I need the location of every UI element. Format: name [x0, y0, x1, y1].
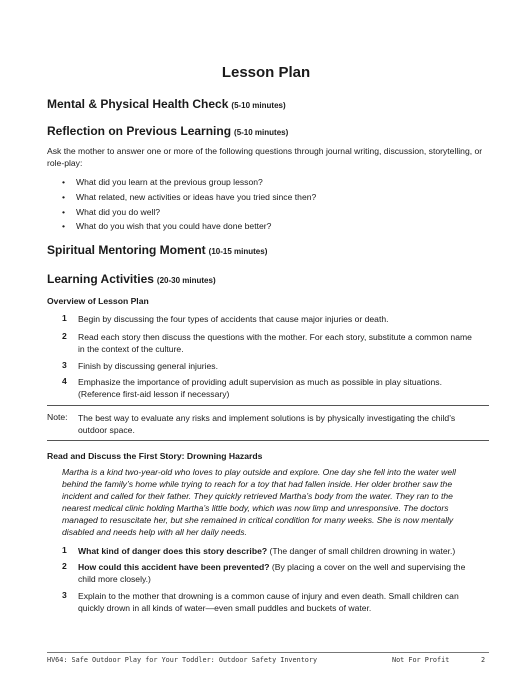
overview-item-text: Begin by discussing the four types of accidents that cause major injuries or death. [78, 314, 389, 324]
answer-text: Explain to the mother that drowning is a common cause of injury and even death. Small children can quickly drown in all kinds of water—even small puddles and buckets of water. [78, 591, 459, 613]
question-text: How could this accident have been prevented? [78, 562, 270, 572]
page-title: Lesson Plan [221, 64, 311, 81]
question-number: 1 [62, 545, 67, 555]
reflection-intro: Ask the mother to answer one or more of the following questions through journal writing, discussion, storytelling, or role-play: [47, 146, 483, 168]
reflection-bullet [62, 176, 263, 188]
note-text: The best way to evaluate any risks and implement solutions is by physically investigating the child’s outdoor space. [78, 413, 456, 435]
reflection-bullet [62, 220, 271, 232]
health-check-duration: (5-10 minutes) [231, 101, 286, 110]
question-text: What kind of danger does this story describe? [78, 546, 268, 556]
page-number: 2 [481, 656, 486, 664]
story-paragraph: Martha is a kind two-year-old who loves to play outside and explore. One day she fell into the water well behind the family’s home while trying to reach for a toy that had fallen inside. Her older brother saw the incident and called for their father. They quickly retrieved Martha’s body from the water. They ran to the nearest medical clinic holding Martha’s little body, which was now limp and unresponsive. The doctors managed to resuscitate her, but she remained in critical condition for many weeks. She is now mentally disabled and needs help with all her daily needs. [62, 467, 456, 537]
spiritual-duration: (10-15 minutes) [208, 247, 268, 256]
overview-number: 4 [62, 376, 67, 386]
overview-item-text: Emphasize the importance of providing adult supervision as much as possible in play situations. (Reference first-aid lesson if necessary) [78, 377, 442, 399]
activities-title: Learning Activities [47, 272, 154, 286]
bullet-icon: • [62, 177, 66, 187]
overview-item-text: Finish by discussing general injuries. [78, 361, 218, 371]
spiritual-heading [47, 243, 267, 257]
overview-heading: Overview of Lesson Plan [47, 296, 149, 306]
reflection-duration: (5-10 minutes) [234, 128, 289, 137]
bullet-icon: • [62, 207, 66, 217]
bullet-icon: • [62, 192, 66, 202]
activities-heading [47, 272, 216, 286]
note-label: Note: [47, 412, 68, 422]
answer-text: (The danger of small children drowning in water.) [267, 546, 456, 556]
footer-notice: Not For Profit [392, 656, 450, 664]
reflection-heading [47, 124, 288, 138]
health-check-heading [47, 97, 286, 111]
overview-item-text: Read each story then discuss the questions with the mother. For each story, substitute a common name in the context of the culture. [78, 332, 472, 354]
bullet-icon: • [62, 221, 66, 231]
health-check-title: Mental & Physical Health Check [47, 97, 229, 111]
bullet-text: What do you wish that you could have done better? [76, 221, 272, 231]
question-item [78, 561, 478, 585]
question-number: 2 [62, 561, 67, 571]
note-top-divider [47, 405, 489, 406]
answer-text: (By placing a cover on the well and supervising the child more closely.) [78, 562, 466, 584]
overview-number: 3 [62, 360, 67, 370]
first-story-heading: Read and Discuss the First Story: Drowning Hazards [47, 451, 263, 461]
footer-divider [47, 652, 489, 653]
question-item [78, 590, 478, 614]
activities-duration: (20-30 minutes) [156, 276, 216, 285]
reflection-title: Reflection on Previous Learning [47, 124, 232, 138]
overview-number: 1 [62, 313, 67, 323]
reflection-bullet [62, 206, 160, 218]
note-bottom-divider [47, 440, 489, 441]
spiritual-title: Spiritual Mentoring Moment [47, 243, 206, 257]
bullet-text: What did you learn at the previous group lesson? [76, 177, 263, 187]
question-number: 3 [62, 590, 67, 600]
bullet-text: What did you do well? [76, 207, 161, 217]
question-item [78, 545, 478, 557]
bullet-text: What related, new activities or ideas have you tried since then? [76, 192, 317, 202]
reflection-bullet [62, 191, 316, 203]
overview-number: 2 [62, 331, 67, 341]
footer-title: HV64: Safe Outdoor Play for Your Toddler: Outdoor Safety Inventory [47, 656, 318, 664]
